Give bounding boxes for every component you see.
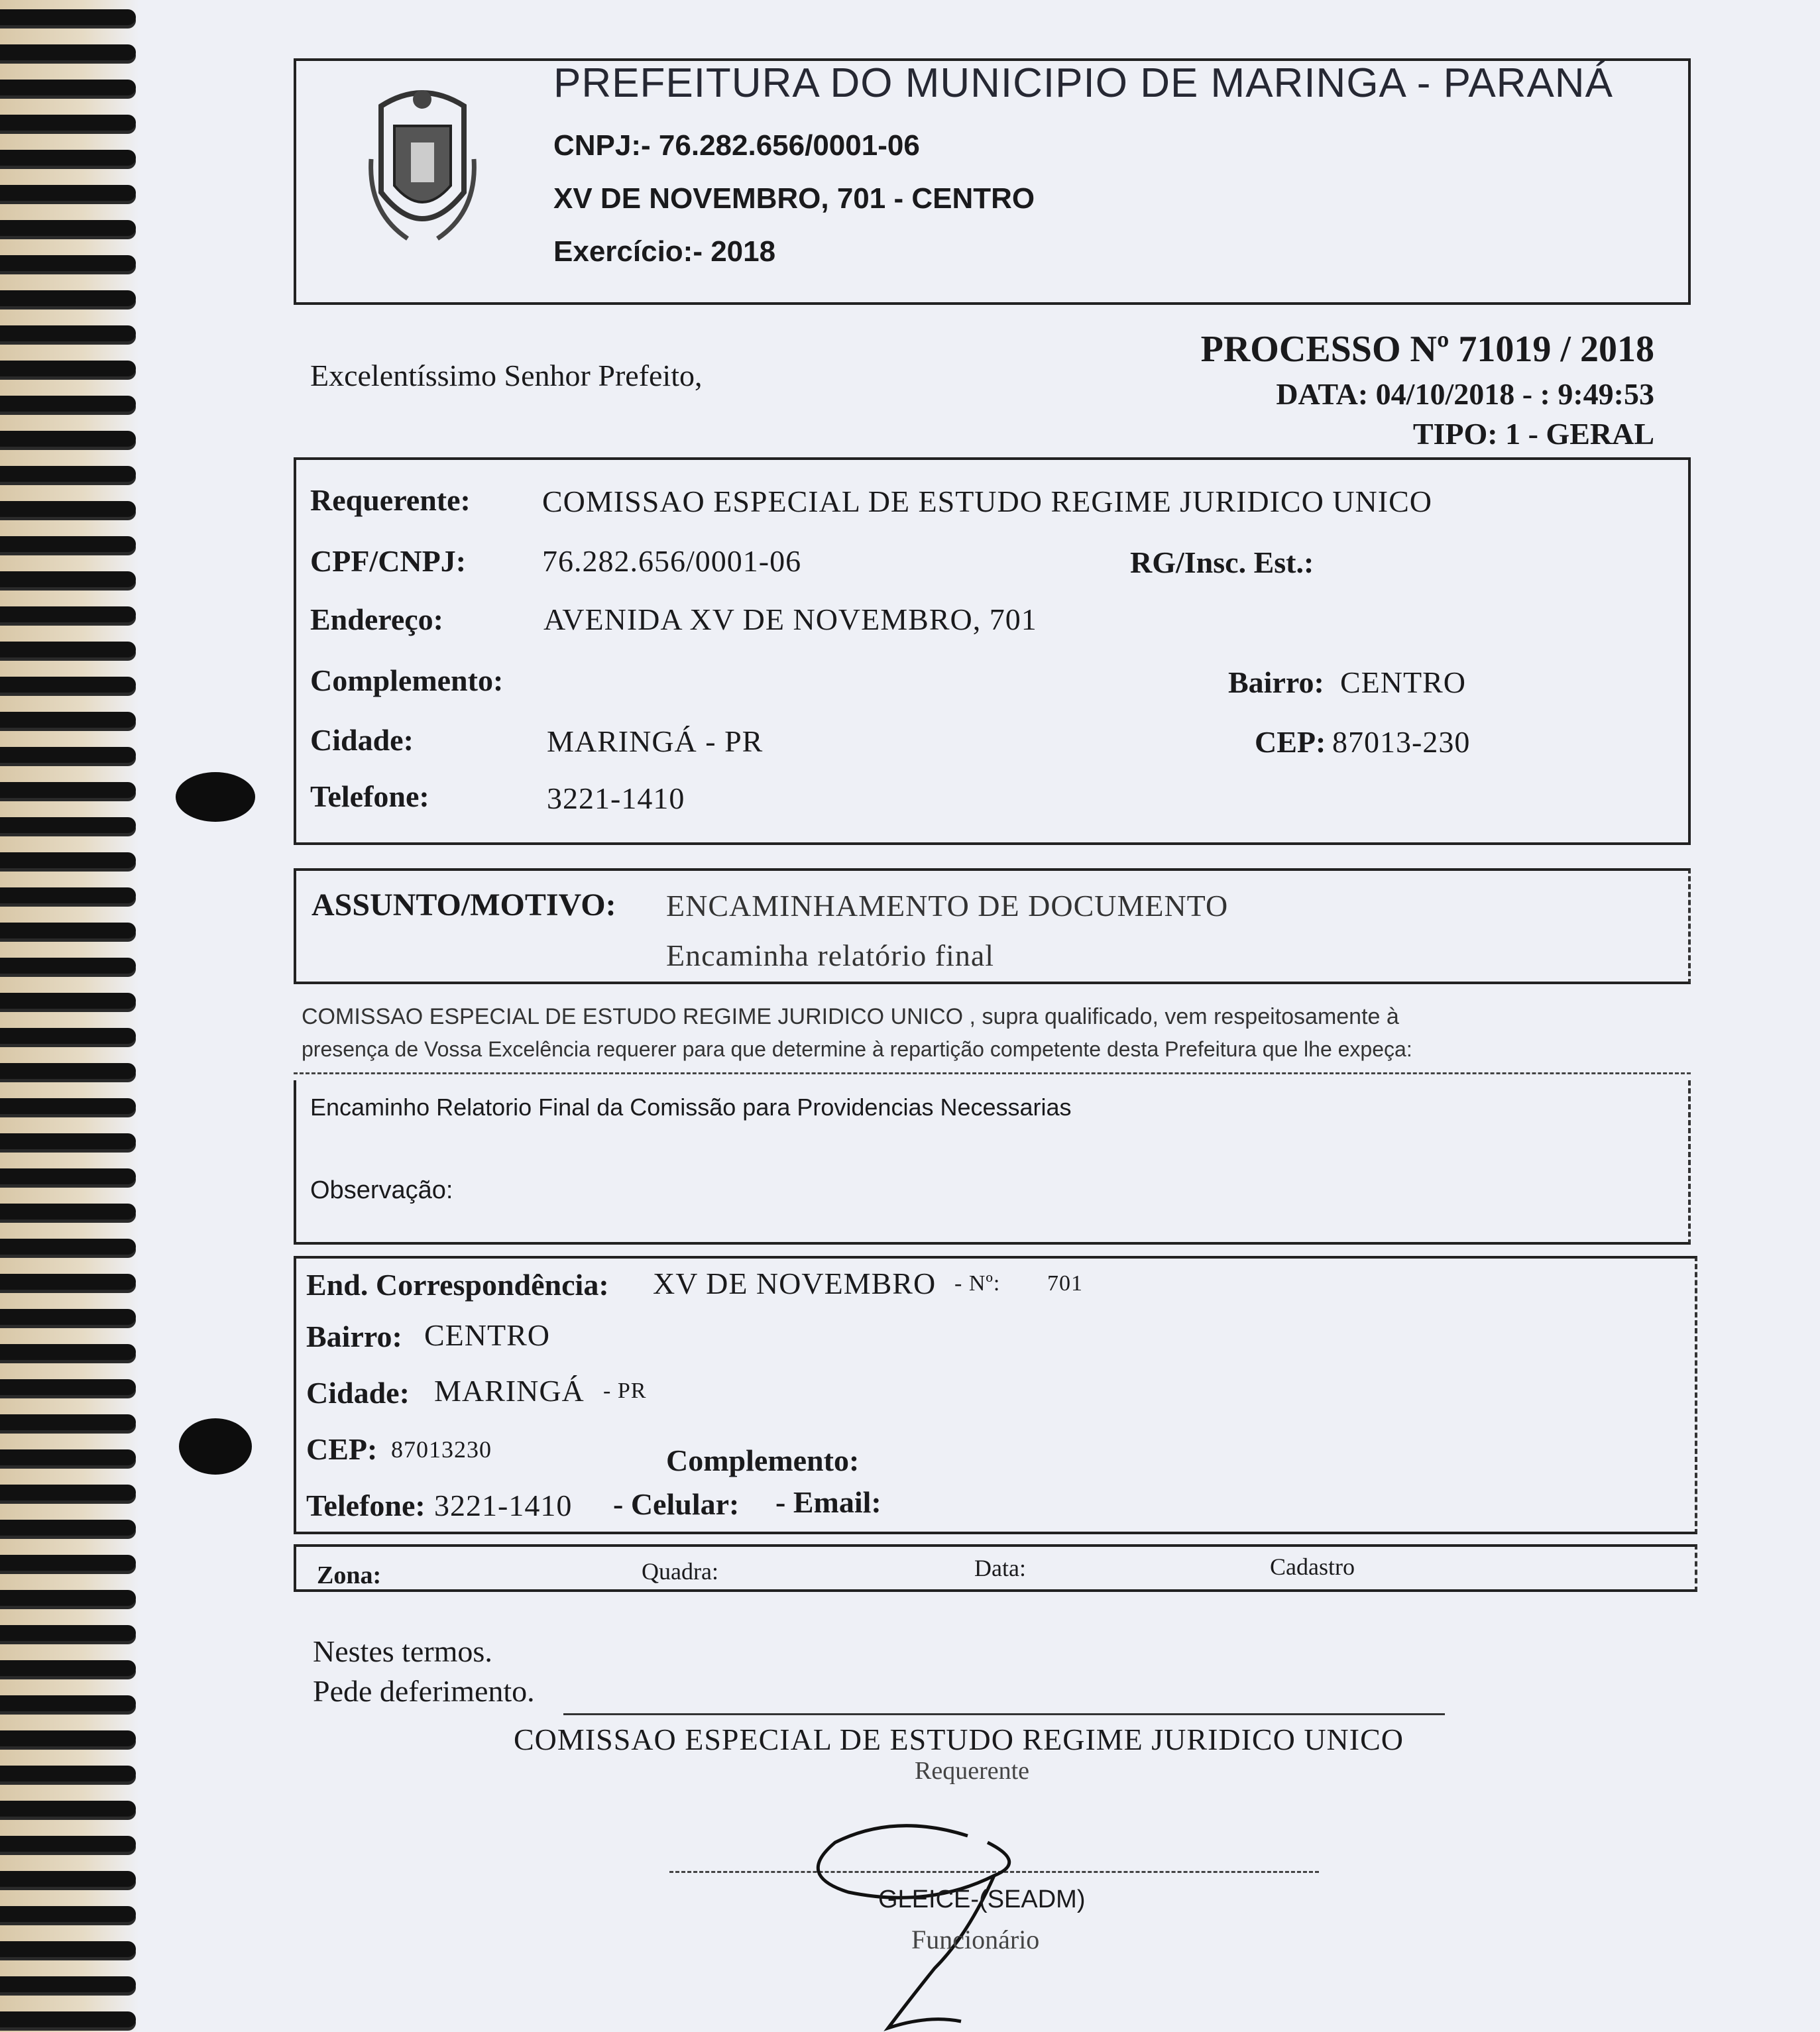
binding-coil	[0, 1028, 136, 1044]
endereco-label: Endereço:	[310, 602, 444, 636]
coat-of-arms-icon	[368, 80, 477, 252]
binding-coil	[0, 1730, 136, 1746]
prefeitura-title: PREFEITURA DO MUNICIPIO DE MARINGA - PARANÁ	[553, 60, 1613, 106]
binding-coil	[0, 1309, 136, 1325]
binding-coil	[0, 1449, 136, 1465]
telefone-label: Telefone:	[310, 779, 429, 813]
requerente-value: COMISSAO ESPECIAL DE ESTUDO REGIME JURIDICO UNICO	[542, 484, 1432, 518]
binding-coil	[0, 9, 136, 25]
binding-coil	[0, 361, 136, 376]
binding-coil	[0, 466, 136, 482]
binding-coil	[0, 747, 136, 763]
binding-coil	[0, 1660, 136, 1676]
cep-value: 87013-230	[1332, 725, 1471, 759]
corr-complemento-label: Complemento:	[666, 1443, 860, 1477]
request-text-line1: COMISSAO ESPECIAL DE ESTUDO REGIME JURIDICO UNICO , supra qualificado, vem respeitosamente à	[302, 1004, 1399, 1029]
funcionario-name: GLEICE-(SEADM)	[878, 1886, 1086, 1913]
rg-label: RG/Insc. Est.:	[1130, 545, 1314, 579]
binding-coil	[0, 1204, 136, 1219]
binding-coil	[0, 1976, 136, 1992]
binding-coil	[0, 44, 136, 60]
observacao-label: Observação:	[310, 1176, 453, 1204]
closing-line2: Pede deferimento.	[313, 1674, 535, 1708]
corr-cidade-value: MARINGÁ	[434, 1374, 585, 1408]
header-cnpj: CNPJ:- 76.282.656/0001-06	[553, 129, 920, 162]
binding-coil	[0, 1063, 136, 1079]
binding-coil	[0, 782, 136, 798]
binding-coil	[0, 150, 136, 166]
bairro-value: CENTRO	[1340, 665, 1466, 699]
binding-coil	[0, 993, 136, 1009]
end-correspondencia-label: End. Correspondência:	[306, 1268, 609, 1302]
binding-coil	[0, 431, 136, 447]
numero-label: - Nº:	[954, 1271, 1001, 1296]
binding-coil	[0, 396, 136, 412]
processo-number: PROCESSO Nº 71019 / 2018	[1200, 329, 1654, 370]
binding-coil	[0, 1801, 136, 1817]
data-label: Data:	[974, 1555, 1026, 1581]
funcionario-role: Funcionário	[911, 1925, 1040, 1954]
signature-icon	[795, 1803, 1074, 2032]
ink-blot	[176, 772, 255, 822]
binding-coil	[0, 571, 136, 587]
binding-coil	[0, 1379, 136, 1395]
cadastro-label: Cadastro	[1270, 1553, 1355, 1580]
assunto-label: ASSUNTO/MOTIVO:	[312, 887, 616, 923]
binding-coil	[0, 1906, 136, 1922]
corr-uf-value: - PR	[603, 1379, 647, 1403]
binding-coil	[0, 677, 136, 693]
zona-label: Zona:	[317, 1561, 382, 1589]
binding-coil	[0, 1274, 136, 1290]
binding-coil	[0, 606, 136, 622]
header-address: XV DE NOVEMBRO, 701 - CENTRO	[553, 182, 1035, 215]
complemento-label: Complemento:	[310, 663, 504, 697]
corr-cep-label: CEP:	[306, 1432, 378, 1466]
requerente-name: COMISSAO ESPECIAL DE ESTUDO REGIME JURIDICO UNICO	[514, 1722, 1404, 1756]
binding-coil	[0, 220, 136, 236]
corr-celular-label: - Celular:	[613, 1487, 740, 1521]
binding-coil	[0, 712, 136, 728]
corr-bairro-value: CENTRO	[424, 1318, 550, 1352]
binding-coil	[0, 1590, 136, 1606]
cidade-value: MARINGÁ - PR	[547, 724, 764, 758]
cep-label: CEP:	[1255, 725, 1326, 759]
quadra-label: Quadra:	[642, 1558, 718, 1585]
binding-coil	[0, 642, 136, 657]
binding-coil	[0, 536, 136, 552]
request-text-line2: presença de Vossa Excelência requerer para que determine à repartição competente desta Prefeitura que lhe expeça:	[302, 1037, 1412, 1061]
binding-coil	[0, 1871, 136, 1887]
binding-coil	[0, 325, 136, 341]
binding-coil	[0, 255, 136, 271]
binding-coil	[0, 817, 136, 833]
binding-coil	[0, 501, 136, 517]
binding-coil	[0, 1168, 136, 1184]
requerente-label: Requerente:	[310, 483, 471, 517]
observacao-text: Encaminho Relatorio Final da Comissão para Providencias Necessarias	[310, 1094, 1072, 1121]
document-page	[139, 0, 1820, 2032]
binding-coil	[0, 1414, 136, 1430]
binding-coil	[0, 80, 136, 95]
cidade-label: Cidade:	[310, 723, 414, 757]
corr-cidade-label: Cidade:	[306, 1376, 410, 1410]
assunto-detail: Encaminha relatório final	[666, 938, 995, 972]
cpf-value: 76.282.656/0001-06	[542, 544, 802, 578]
binding-coil	[0, 1098, 136, 1114]
processo-type: TIPO: 1 - GERAL	[1412, 417, 1654, 451]
corr-bairro-label: Bairro:	[306, 1320, 402, 1353]
processo-date: DATA: 04/10/2018 - : 9:49:53	[1276, 377, 1654, 411]
binding-coil	[0, 115, 136, 131]
binding-coil	[0, 185, 136, 201]
binding-coil	[0, 2011, 136, 2027]
binding-coil	[0, 852, 136, 868]
end-correspondencia-value: XV DE NOVEMBRO	[653, 1267, 937, 1300]
binding-coil	[0, 1133, 136, 1149]
endereco-value: AVENIDA XV DE NOVEMBRO, 701	[543, 602, 1037, 636]
requerente-signature-line	[563, 1713, 1445, 1715]
closing-line1: Nestes termos.	[313, 1634, 492, 1668]
telefone-value: 3221-1410	[547, 781, 685, 815]
cpf-label: CPF/CNPJ:	[310, 544, 467, 578]
divider	[294, 1072, 1691, 1074]
requerente-role: Requerente	[915, 1757, 1030, 1785]
binding-coil	[0, 1766, 136, 1781]
salutation: Excelentíssimo Senhor Prefeito,	[310, 359, 703, 392]
binding-coil	[0, 1485, 136, 1500]
corr-telefone-value: 3221-1410	[434, 1489, 573, 1522]
bairro-label: Bairro:	[1228, 665, 1324, 699]
binding-coil	[0, 1625, 136, 1641]
binding-coil	[0, 923, 136, 938]
numero-value: 701	[1047, 1271, 1083, 1296]
binding-coil	[0, 958, 136, 974]
corr-cep-value: 87013230	[391, 1436, 492, 1463]
binding-coil	[0, 1344, 136, 1360]
header-exercicio: Exercício:- 2018	[553, 235, 776, 268]
binding-coil	[0, 887, 136, 903]
assunto-value: ENCAMINHAMENTO DE DOCUMENTO	[666, 889, 1229, 923]
binding-coil	[0, 1941, 136, 1957]
binding-coil	[0, 290, 136, 306]
binding-coil	[0, 1239, 136, 1255]
ink-blot	[179, 1418, 252, 1475]
corr-email-label: - Email:	[775, 1485, 882, 1519]
binding-coil	[0, 1555, 136, 1571]
binding-coil	[0, 1695, 136, 1711]
binding-coil	[0, 1520, 136, 1536]
binding-coil	[0, 1836, 136, 1852]
corr-telefone-label: Telefone:	[306, 1489, 426, 1522]
